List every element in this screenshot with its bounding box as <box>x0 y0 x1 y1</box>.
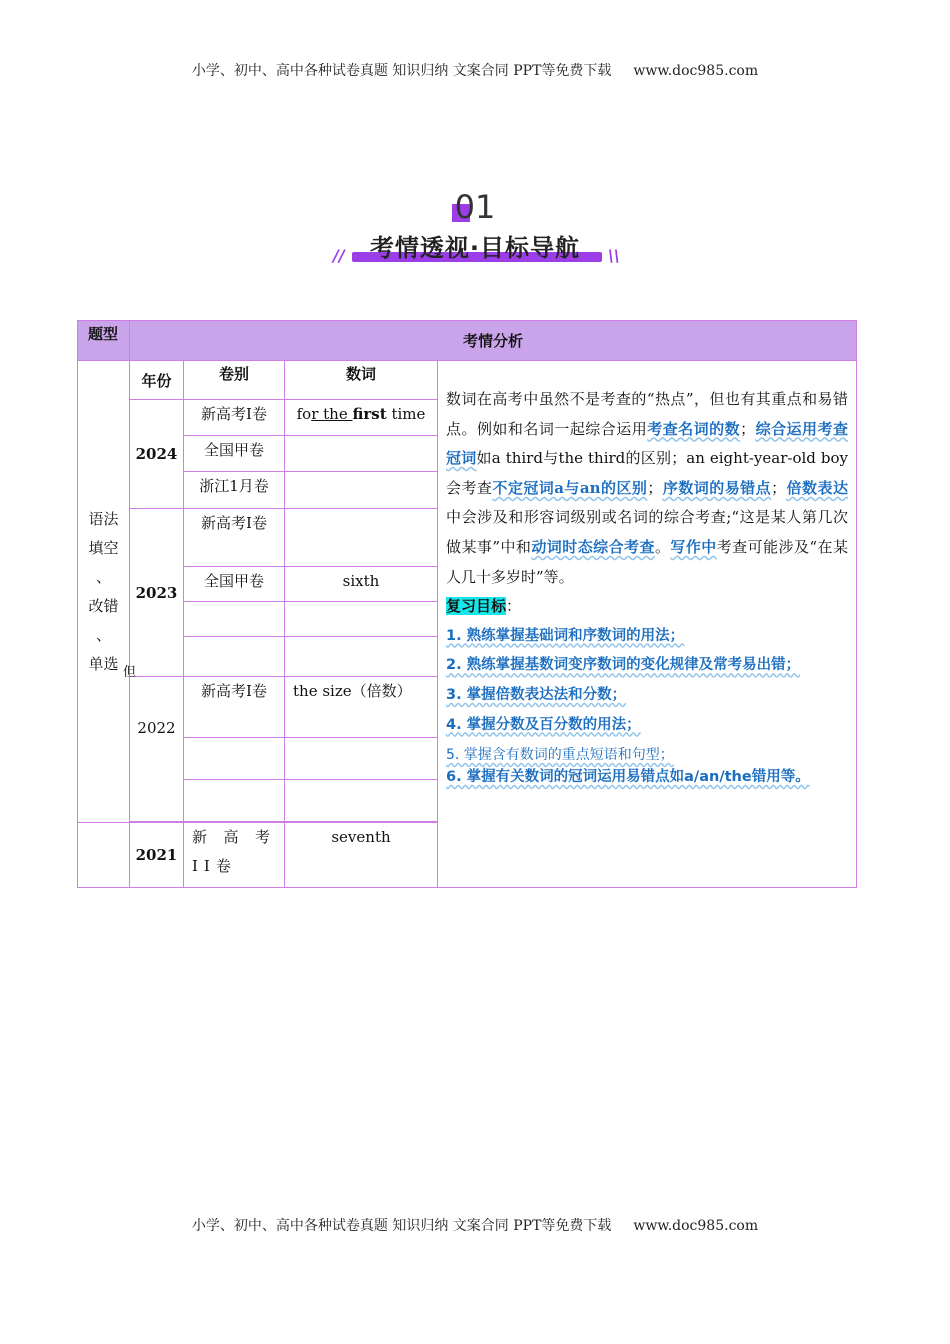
subheader-paper: 卷别 <box>184 361 285 400</box>
goal-item: 2. 熟练掌握基数词变序数词的变化规律及常考易出错； <box>446 657 801 674</box>
question-type-cell: 语法 填空 、 改错 、 单选 但 <box>78 361 130 823</box>
question-type-cell-empty <box>78 823 130 888</box>
right-slash-mark: \\ <box>608 246 620 265</box>
year-2022: 2022 <box>130 677 184 822</box>
header-analysis: 考情分析 <box>130 321 857 361</box>
subheader-year: 年份 <box>130 361 184 400</box>
numeral-cell <box>285 637 438 677</box>
paper-cell: 全国甲卷 <box>184 436 285 472</box>
numeral-cell <box>285 509 438 567</box>
numeral-cell <box>285 780 438 822</box>
year-2021: 2021 <box>130 823 184 888</box>
numeral-cell <box>285 738 438 780</box>
table-header-row <box>78 321 857 361</box>
paper-cell <box>184 602 285 637</box>
goal-item: 1. 熟练掌握基础词和序数词的用法； <box>446 627 685 644</box>
year-2024: 2024 <box>130 400 184 509</box>
numeral-cell <box>285 602 438 637</box>
review-goals-title: 复习目标 <box>446 597 507 616</box>
section-title: 考情透视·目标导航 <box>0 228 950 263</box>
table-row <box>78 361 857 400</box>
footer-url[interactable]: www.doc985.com <box>633 1218 759 1234</box>
page-footer <box>0 1215 950 1235</box>
numeral-cell: for the first time <box>285 400 438 436</box>
goal-item: 3. 掌握倍数表达法和分数； <box>446 686 627 703</box>
paper-cell: 浙江1月卷 <box>184 472 285 509</box>
section-number: 01 <box>0 188 950 226</box>
exam-analysis-table <box>77 320 857 888</box>
goal-item: 5. 掌握含有数词的重点短语和句型； <box>446 747 674 764</box>
goal-item: 6. 掌握有关数词的冠词运用易错点如a/an/the错用等。 <box>446 769 810 786</box>
page-header <box>0 60 950 80</box>
numeral-cell: seventh <box>285 823 438 888</box>
header-type: 题型 <box>78 321 130 361</box>
paper-cell <box>184 780 285 822</box>
goal-item: 4. 掌握分数及百分数的用法； <box>446 716 641 733</box>
header-text: 小学、初中、高中各种试卷真题 知识归纳 文案合同 PPT等免费下载 <box>191 63 612 79</box>
numeral-cell <box>285 472 438 509</box>
paper-cell <box>184 637 285 677</box>
subheader-numeral: 数词 <box>285 361 438 400</box>
numeral-cell: the size（倍数） <box>285 677 438 738</box>
numeral-cell: sixth <box>285 567 438 602</box>
paper-cell: 新高考Ⅰ卷 <box>184 509 285 567</box>
numeral-cell <box>285 436 438 472</box>
analysis-cell: 数词在高考中虽然不是考查的“热点”，但也有其重点和易错点。例如和名词一起综合运用考查名词的数；综合运用考查冠词如a third与the third的区别；an eight-year-old boy会考查不定冠词a与an的区别；序数词的易错点；倍数表达中会涉及和形容词级别或名词的综合考查;“这是某人第几次做某事”中和动词时态综合考查。写作中考查可能涉及“在某人几十多岁时”等。 复习目标： 1. 熟练掌握基础词和序数词的用法； 2. 熟练掌握基数词变序数词的变化规律及常考易出错； 3. 掌握倍数表达法和分数； 4. 掌握分数及百分数的用法； 5. 掌握含有数词的重点短语和句型； 6. 掌握有关数词的冠词运用易错点如a/an/the错用等。 <box>438 361 857 888</box>
paper-cell: 新高考I卷 <box>184 400 285 436</box>
footer-text: 小学、初中、高中各种试卷真题 知识归纳 文案合同 PPT等免费下载 <box>191 1218 612 1234</box>
paper-cell: 新高考I卷 <box>184 677 285 738</box>
header-url[interactable]: www.doc985.com <box>633 63 759 79</box>
paper-cell: 全国甲卷 <box>184 567 285 602</box>
paper-cell <box>184 738 285 780</box>
paper-cell: 新高考II卷 <box>184 823 285 888</box>
stray-char: 但 <box>122 664 136 680</box>
left-slash-mark: // <box>333 246 345 265</box>
year-2023: 2023 <box>130 509 184 677</box>
